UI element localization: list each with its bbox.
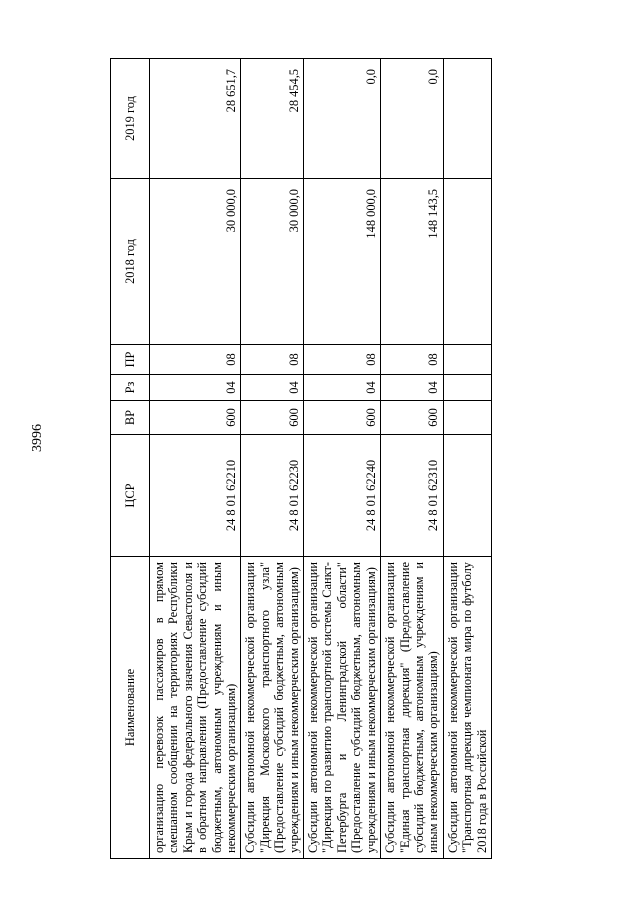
header-row	[111, 59, 150, 859]
row-rz: 04	[304, 375, 381, 401]
header-2019: 2019 год	[111, 59, 150, 179]
row-pr	[443, 345, 491, 375]
row-rz: 04	[150, 375, 241, 401]
row-vr: 600	[241, 401, 304, 435]
row-vr: 600	[381, 401, 444, 435]
row-2018	[443, 179, 491, 345]
row-pr: 08	[304, 345, 381, 375]
row-pr: 08	[150, 345, 241, 375]
table-row	[443, 59, 491, 859]
row-name: Субсидии автономной некоммерческой организации "Дирекция Московского транспортного узла" (Предоставление субсидий бюджетным, автономным учреждениям и иным некоммерческим организациям)	[241, 557, 304, 859]
row-2018: 148 000,0	[304, 179, 381, 345]
table-row	[381, 59, 444, 859]
row-2019: 28 454,5	[241, 59, 304, 179]
header-name: Наименование	[111, 557, 150, 859]
header-pr: ПР	[111, 345, 150, 375]
row-vr: 600	[304, 401, 381, 435]
row-csr	[443, 435, 491, 557]
header-2018: 2018 год	[111, 179, 150, 345]
row-csr: 24 8 01 62240	[304, 435, 381, 557]
row-2018: 148 143,5	[381, 179, 444, 345]
row-csr: 24 8 01 62230	[241, 435, 304, 557]
header-rz: Рз	[111, 375, 150, 401]
rotated-page	[110, 59, 606, 859]
row-pr: 08	[241, 345, 304, 375]
row-name: Субсидии автономной некоммерческой организации "Транспортная дирекция чемпионата мира по футболу 2018 года в Российской	[443, 557, 491, 859]
row-csr: 24 8 01 62310	[381, 435, 444, 557]
row-csr: 24 8 01 62210	[150, 435, 241, 557]
row-rz	[443, 375, 491, 401]
row-rz: 04	[241, 375, 304, 401]
row-2019: 28 651,7	[150, 59, 241, 179]
row-vr: 600	[150, 401, 241, 435]
table-row	[304, 59, 381, 859]
row-2019	[443, 59, 491, 179]
table-row	[241, 59, 304, 859]
row-name: Субсидии автономной некоммерческой организации "Единая транспортная дирекция" (Предоставление субсидий бюджетным, автономным учреждениям и иным некоммерческим организациям)	[381, 557, 444, 859]
budget-table	[110, 58, 492, 859]
row-2018: 30 000,0	[150, 179, 241, 345]
row-vr	[443, 401, 491, 435]
row-2019: 0,0	[304, 59, 381, 179]
header-csr: ЦСР	[111, 435, 150, 557]
row-name: Субсидии автономной некоммерческой организации "Дирекция по развитию транспортной системы Санкт-Петербурга и Ленинградской области" (Предоставление субсидий бюджетным, автономным учреждениям и иным некоммерческим организациям)	[304, 557, 381, 859]
row-rz: 04	[381, 375, 444, 401]
header-vr: ВР	[111, 401, 150, 435]
page-number: 3996	[30, 424, 45, 452]
row-pr: 08	[381, 345, 444, 375]
row-2018: 30 000,0	[241, 179, 304, 345]
row-name: организацию перевозок пассажиров в прямом смешанном сообщении на территориях Республики Крым и города федерального значения Севастополя и в обратном направлении (Предоставление субсидий бюджетным, автономным учреждениям и иным некоммерческим организациям)	[150, 557, 241, 859]
table-row	[150, 59, 241, 859]
row-2019: 0,0	[381, 59, 444, 179]
